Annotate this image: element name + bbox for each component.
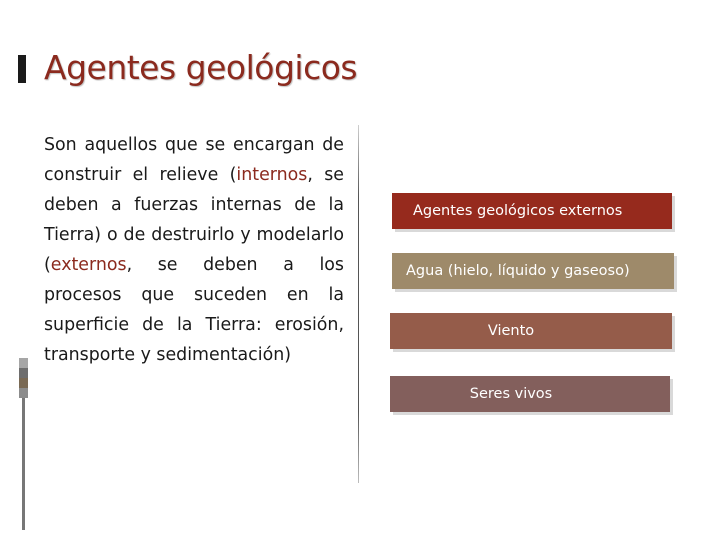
box-agentes-externos	[392, 193, 672, 229]
box-label: Seres vivos	[469, 385, 553, 402]
box-seres-vivos	[390, 376, 670, 412]
title-accent-bar	[18, 55, 26, 83]
body-text-part: , se deben a los procesos que suceden en la superficie de la Tierra: erosión, transporte y sedimentación)	[44, 255, 344, 365]
slide-title: Agentes geológicos	[44, 48, 358, 87]
rail-block	[19, 378, 28, 388]
box-agua	[392, 253, 674, 289]
rail-block	[19, 358, 28, 368]
definition-paragraph	[44, 130, 344, 370]
externos-highlight: externos	[50, 255, 127, 275]
box-label: Agua (hielo, líquido y gaseoso)	[406, 262, 630, 279]
vertical-divider	[358, 125, 359, 483]
box-viento	[390, 313, 672, 349]
box-label: Viento	[487, 322, 535, 339]
body-text-part: Son aquellos que se encargan de construir el relieve (	[44, 135, 344, 185]
internos-highlight: internos	[236, 165, 308, 185]
rail-block	[19, 388, 28, 398]
rail-block	[19, 368, 28, 378]
box-label: Agentes geológicos externos	[413, 202, 623, 219]
body-text-part: , se deben a fuerzas internas de la Tierra) o de destruirlo y modelarlo (	[44, 165, 344, 275]
